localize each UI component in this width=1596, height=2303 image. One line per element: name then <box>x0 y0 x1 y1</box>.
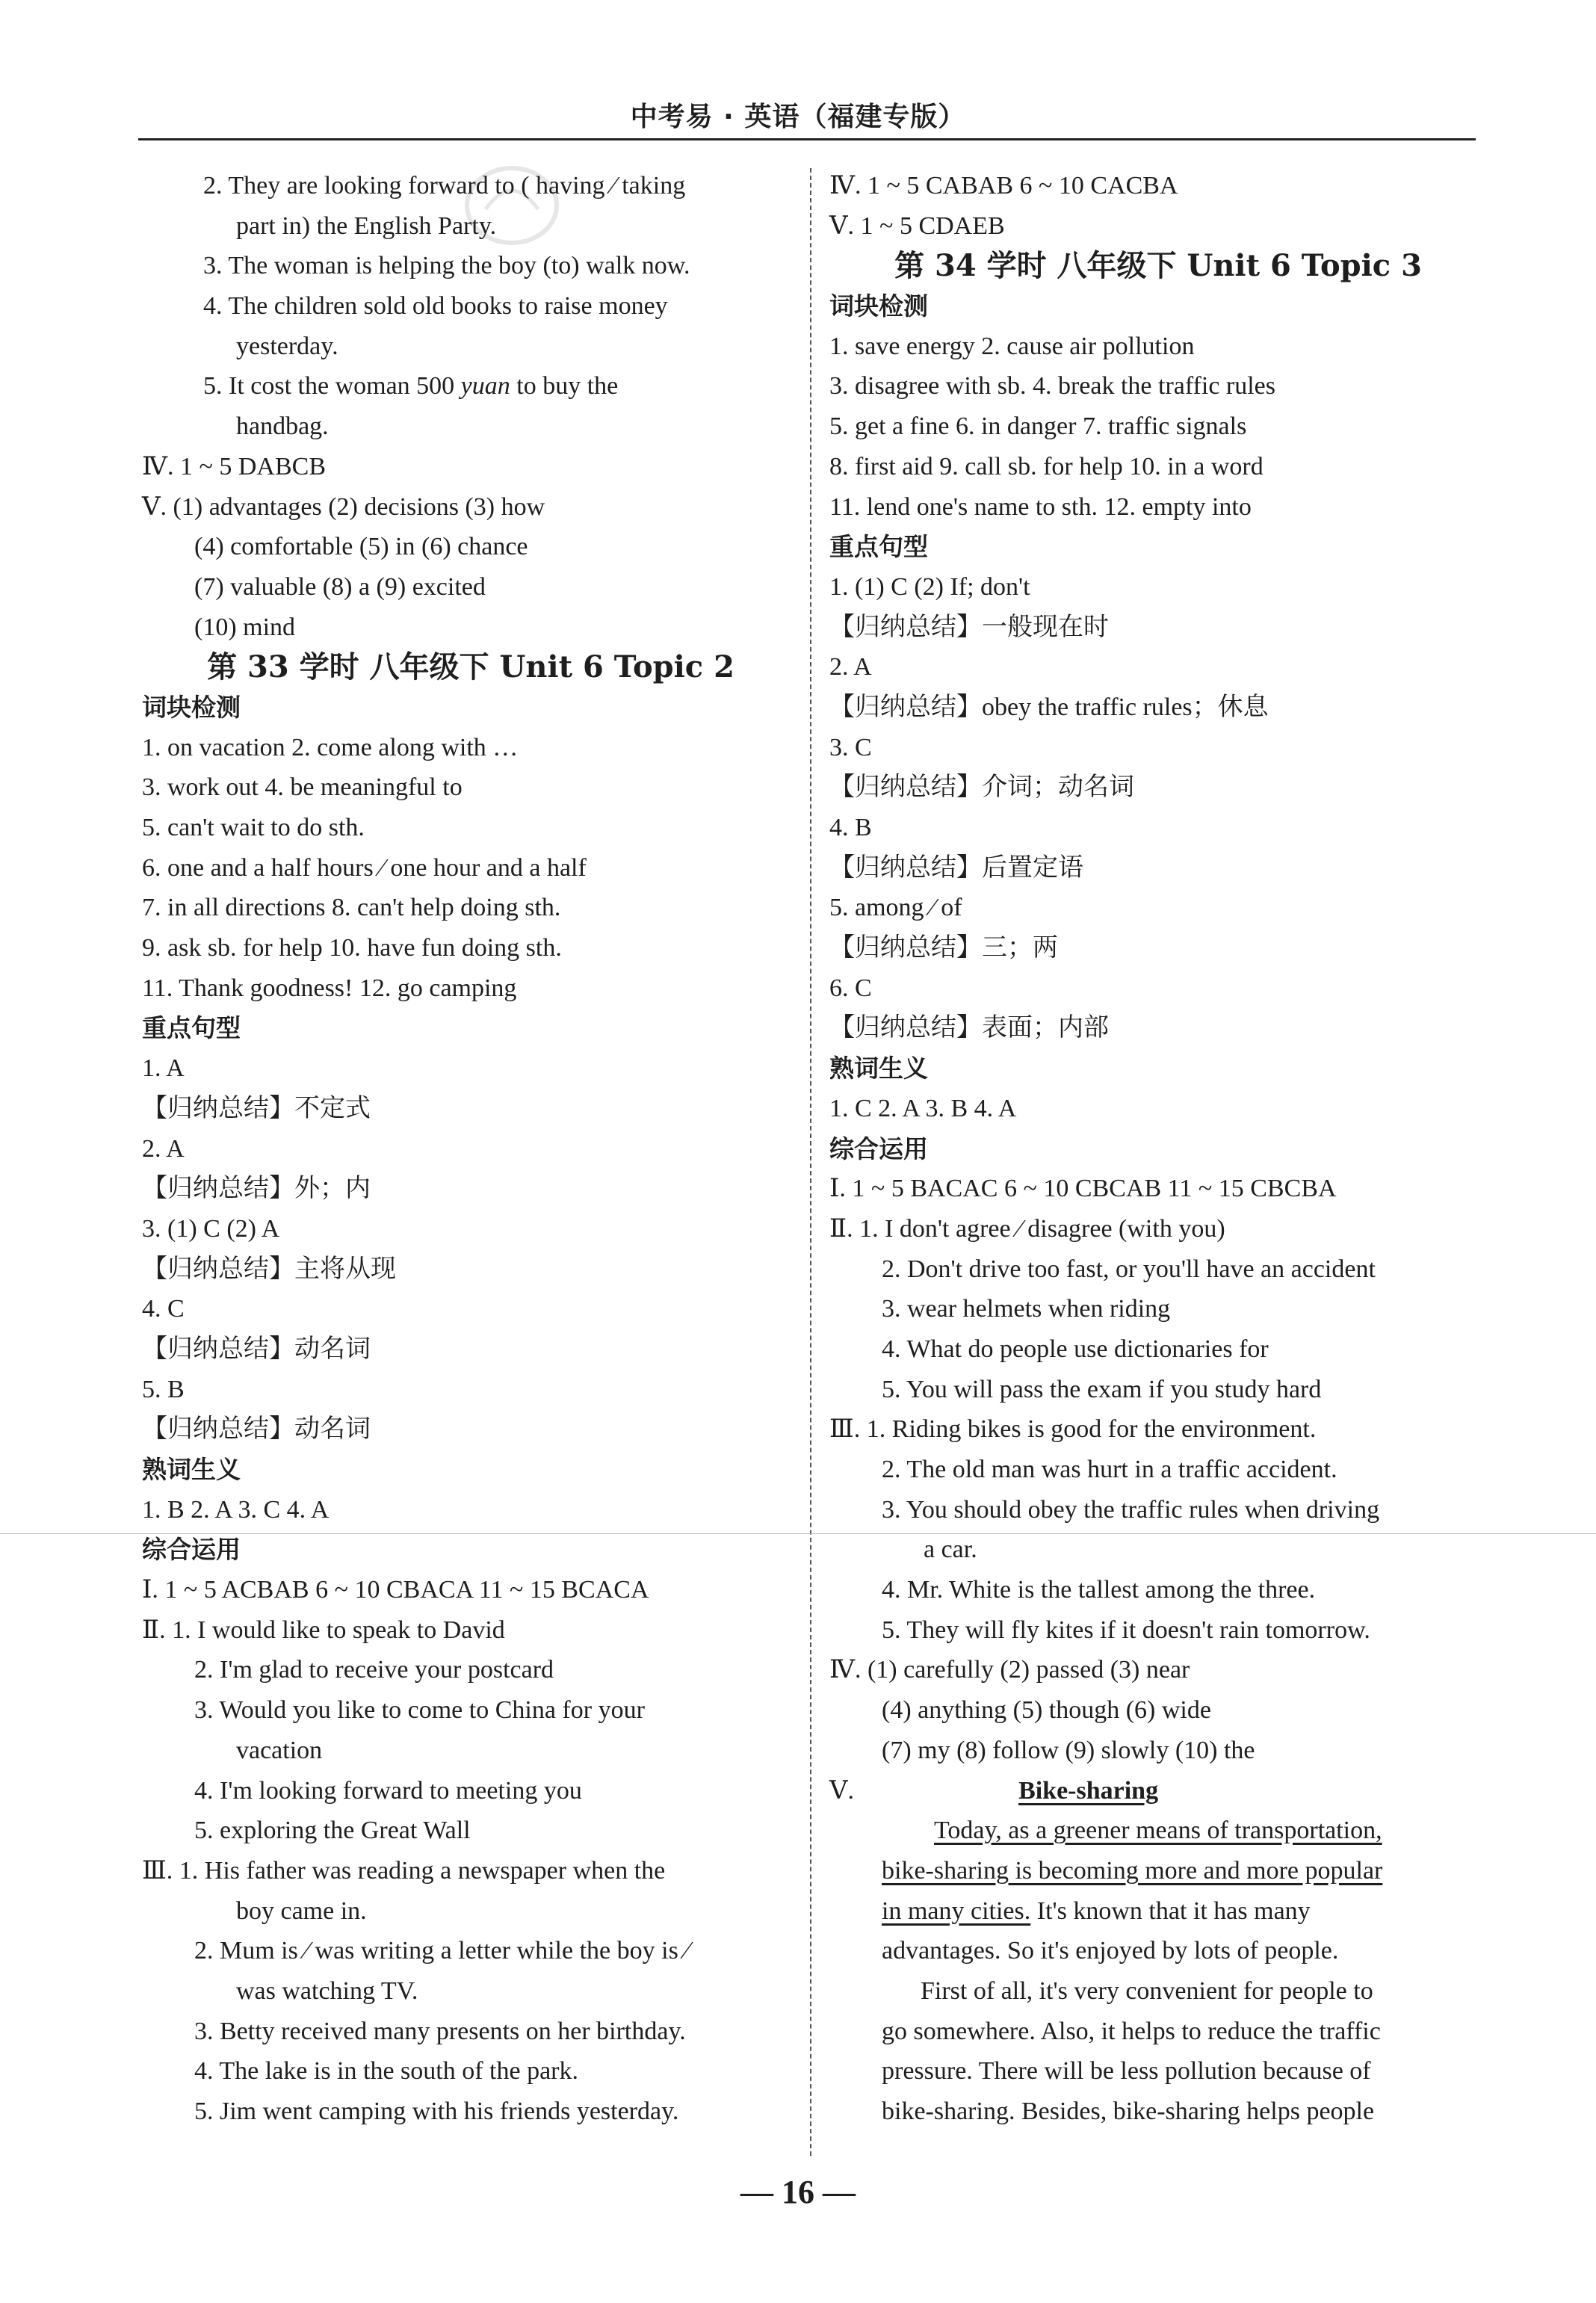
essay-text: It's known that it has many <box>1030 1897 1311 1925</box>
comp-section-2: Ⅱ. 1. I would like to speak to David <box>142 1616 505 1644</box>
key-summary: 【归纳总结】介词；动名词 <box>829 773 1134 802</box>
key-summary: 【归纳总结】动名词 <box>142 1415 371 1444</box>
answer-line: part in) the English Party. <box>236 211 497 240</box>
key-line: 2. A <box>142 1134 185 1163</box>
answer-line: 4. The children sold old books to raise money <box>203 292 668 321</box>
key-summary: 【归纳总结】一般现在时 <box>829 613 1109 641</box>
answer-line: 2. They are looking forward to ( having ⁄ taking <box>203 172 686 200</box>
essay-line <box>829 1811 1487 1851</box>
key-sentence-heading: 重点句型 <box>142 1013 241 1043</box>
essay-line: bike-sharing. Besides, bike-sharing helps people <box>882 2098 1375 2125</box>
vocab-line: 7. in all directions 8. can't help doing sth. <box>142 894 561 922</box>
key-line: 1. (1) C (2) If; don't <box>829 572 1030 601</box>
comprehensive-heading: 综合运用 <box>829 1134 928 1163</box>
vocab-line: 1. on vacation 2. come along with … <box>142 733 519 761</box>
answer-line: yesterday. <box>236 332 338 360</box>
header-rule <box>138 138 1476 140</box>
key-line: 4. C <box>142 1295 185 1323</box>
right-column <box>829 166 1487 2132</box>
essay-line: go somewhere. Also, it helps to reduce the traffic <box>882 2017 1381 2045</box>
comp-section-3: 4. The lake is in the south of the park. <box>194 2057 578 2086</box>
essay-line: advantages. So it's enjoyed by lots of people. <box>882 1937 1339 1965</box>
comp-section-3: 3. You should obey the traffic rules when driving <box>882 1495 1380 1524</box>
page-number: — 16 — <box>740 2174 856 2210</box>
comp-section-2: 3. Would you like to come to China for your <box>194 1696 645 1725</box>
comp-section-2: 2. Don't drive too fast, or you'll have an accident <box>882 1255 1376 1283</box>
key-summary: 【归纳总结】三；两 <box>829 934 1058 962</box>
key-line: 6. C <box>829 974 872 1002</box>
answer-line <box>142 366 799 406</box>
key-summary: 【归纳总结】后置定语 <box>829 853 1083 882</box>
essay-line: First of all, it's very convenient for people to <box>921 1976 1373 2005</box>
essay-title-line <box>829 1771 1487 1811</box>
familiar-words-heading: 熟词生义 <box>142 1455 241 1484</box>
comp-section-2: 4. What do people use dictionaries for <box>882 1335 1269 1363</box>
comp-section-2: 3. wear helmets when riding <box>882 1295 1171 1323</box>
comp-section-3: a car. <box>924 1536 977 1564</box>
answer-line: 3. The woman is helping the boy (to) walk now. <box>203 252 690 280</box>
comp-section-4: (7) my (8) follow (9) slowly (10) the <box>882 1736 1255 1764</box>
familiar-answers: 1. B 2. A 3. C 4. A <box>142 1495 330 1524</box>
answer-text: 5. It cost the woman 500 <box>203 372 461 401</box>
key-summary: 【归纳总结】外；内 <box>142 1175 371 1203</box>
comp-section-3: 2. Mum is ⁄ was writing a letter while the boy is ⁄ <box>194 1937 689 1965</box>
vocab-line: 6. one and a half hours ⁄ one hour and a half <box>142 853 587 882</box>
comp-section-3: Ⅲ. 1. Riding bikes is good for the environment. <box>829 1415 1317 1444</box>
vocab-line: 3. disagree with sb. 4. break the traffic rules <box>829 372 1276 401</box>
vocab-heading: 词块检测 <box>829 291 928 321</box>
section-4-answers: Ⅳ. 1 ~ 5 DABCB <box>142 452 327 480</box>
answer-text-italic: yuan <box>460 372 510 401</box>
essay-topic-sentence: bike-sharing is becoming more and more popular <box>882 1856 1383 1885</box>
page-header: 中考易 · 英语（福建专版） <box>630 102 966 132</box>
answer-text: to buy the <box>510 372 619 401</box>
comp-section-3: was watching TV. <box>236 1976 418 2005</box>
comprehensive-heading: 综合运用 <box>142 1535 241 1565</box>
column-divider <box>810 168 811 2156</box>
essay-line <box>829 1851 1487 1891</box>
vocab-line: 5. get a fine 6. in danger 7. traffic signals <box>829 412 1247 441</box>
section-5-answers: (10) mind <box>194 613 296 641</box>
comp-section-4: (4) anything (5) though (6) wide <box>882 1696 1211 1725</box>
key-line: 5. B <box>142 1375 185 1403</box>
essay-topic-sentence: in many cities. <box>882 1897 1031 1925</box>
vocab-line: 3. work out 4. be meaningful to <box>142 773 463 802</box>
answer-line: handbag. <box>236 412 329 441</box>
comp-section-1: Ⅰ. 1 ~ 5 BACAC 6 ~ 10 CBCAB 11 ~ 15 CBCBA <box>829 1175 1337 1203</box>
comp-section-3: boy came in. <box>236 1897 367 1925</box>
key-summary: 【归纳总结】不定式 <box>142 1094 371 1122</box>
comp-section-1: Ⅰ. 1 ~ 5 ACBAB 6 ~ 10 CBACA 11 ~ 15 BCACA <box>142 1576 649 1604</box>
vocab-line: 9. ask sb. for help 10. have fun doing sth. <box>142 934 562 962</box>
key-line: 2. A <box>829 653 872 681</box>
vocab-heading: 词块检测 <box>142 692 241 722</box>
lesson-34-title: 第 34 学时 八年级下 Unit 6 Topic 3 <box>894 248 1422 284</box>
comp-section-3: 5. Jim went camping with his friends yesterday. <box>194 2098 679 2125</box>
comp-section-3: 3. Betty received many presents on her birthday. <box>194 2017 686 2045</box>
key-summary: 【归纳总结】主将从现 <box>142 1255 396 1283</box>
section-5-answers: Ⅴ. 1 ~ 5 CDAEB <box>829 211 1005 240</box>
key-summary: 【归纳总结】obey the traffic rules；休息 <box>829 693 1269 721</box>
lesson-33-title: 第 33 学时 八年级下 Unit 6 Topic 2 <box>207 649 734 685</box>
comp-section-2: Ⅱ. 1. I don't agree ⁄ disagree (with you) <box>829 1214 1225 1243</box>
section-5-answers: Ⅴ. (1) advantages (2) decisions (3) how <box>142 492 545 521</box>
vocab-line: 11. lend one's name to sth. 12. empty into <box>829 492 1252 521</box>
vocab-line: 5. can't wait to do sth. <box>142 814 365 841</box>
vocab-line: 11. Thank goodness! 12. go camping <box>142 974 517 1002</box>
essay-title: Bike-sharing <box>1018 1776 1159 1805</box>
key-line: 1. A <box>142 1054 185 1083</box>
essay-line <box>829 1891 1487 1932</box>
comp-section-3: 2. The old man was hurt in a traffic accident. <box>882 1456 1337 1483</box>
comp-section-2: 5. You will pass the exam if you study hard <box>882 1375 1322 1403</box>
comp-section-2: 5. exploring the Great Wall <box>194 1817 471 1845</box>
comp-section-2: 4. I'm looking forward to meeting you <box>194 1776 582 1805</box>
vocab-line: 8. first aid 9. call sb. for help 10. in a word <box>829 452 1264 480</box>
key-summary: 【归纳总结】表面；内部 <box>829 1014 1109 1042</box>
comp-section-4: Ⅳ. (1) carefully (2) passed (3) near <box>829 1656 1190 1684</box>
key-line: 3. (1) C (2) A <box>142 1214 280 1243</box>
familiar-words-heading: 熟词生义 <box>829 1054 928 1084</box>
comp-section-2: 2. I'm glad to receive your postcard <box>194 1656 554 1684</box>
key-line: 3. C <box>829 733 872 761</box>
comp-section-5-label: Ⅴ. <box>829 1776 855 1805</box>
comp-section-2: vacation <box>236 1736 323 1764</box>
key-summary: 【归纳总结】动名词 <box>142 1335 371 1363</box>
key-line: 5. among ⁄ of <box>829 894 962 922</box>
familiar-answers: 1. C 2. A 3. B 4. A <box>829 1094 1017 1122</box>
essay-line: pressure. There will be less pollution because of <box>882 2057 1371 2086</box>
essay-topic-sentence: Today, as a greener means of transportation, <box>934 1817 1382 1845</box>
section-4-answers: Ⅳ. 1 ~ 5 CABAB 6 ~ 10 CACBA <box>829 172 1178 200</box>
key-sentence-heading: 重点句型 <box>829 532 928 562</box>
vocab-line: 1. save energy 2. cause air pollution <box>829 332 1195 360</box>
comp-section-3: 5. They will fly kites if it doesn't rain tomorrow. <box>882 1616 1370 1644</box>
section-5-answers: (7) valuable (8) a (9) excited <box>194 572 486 601</box>
comp-section-3: 4. Mr. White is the tallest among the three. <box>882 1576 1316 1604</box>
section-5-answers: (4) comfortable (5) in (6) chance <box>194 533 528 561</box>
left-column <box>142 166 799 2132</box>
comp-section-3: Ⅲ. 1. His father was reading a newspaper when the <box>142 1856 666 1885</box>
key-line: 4. B <box>829 814 872 841</box>
